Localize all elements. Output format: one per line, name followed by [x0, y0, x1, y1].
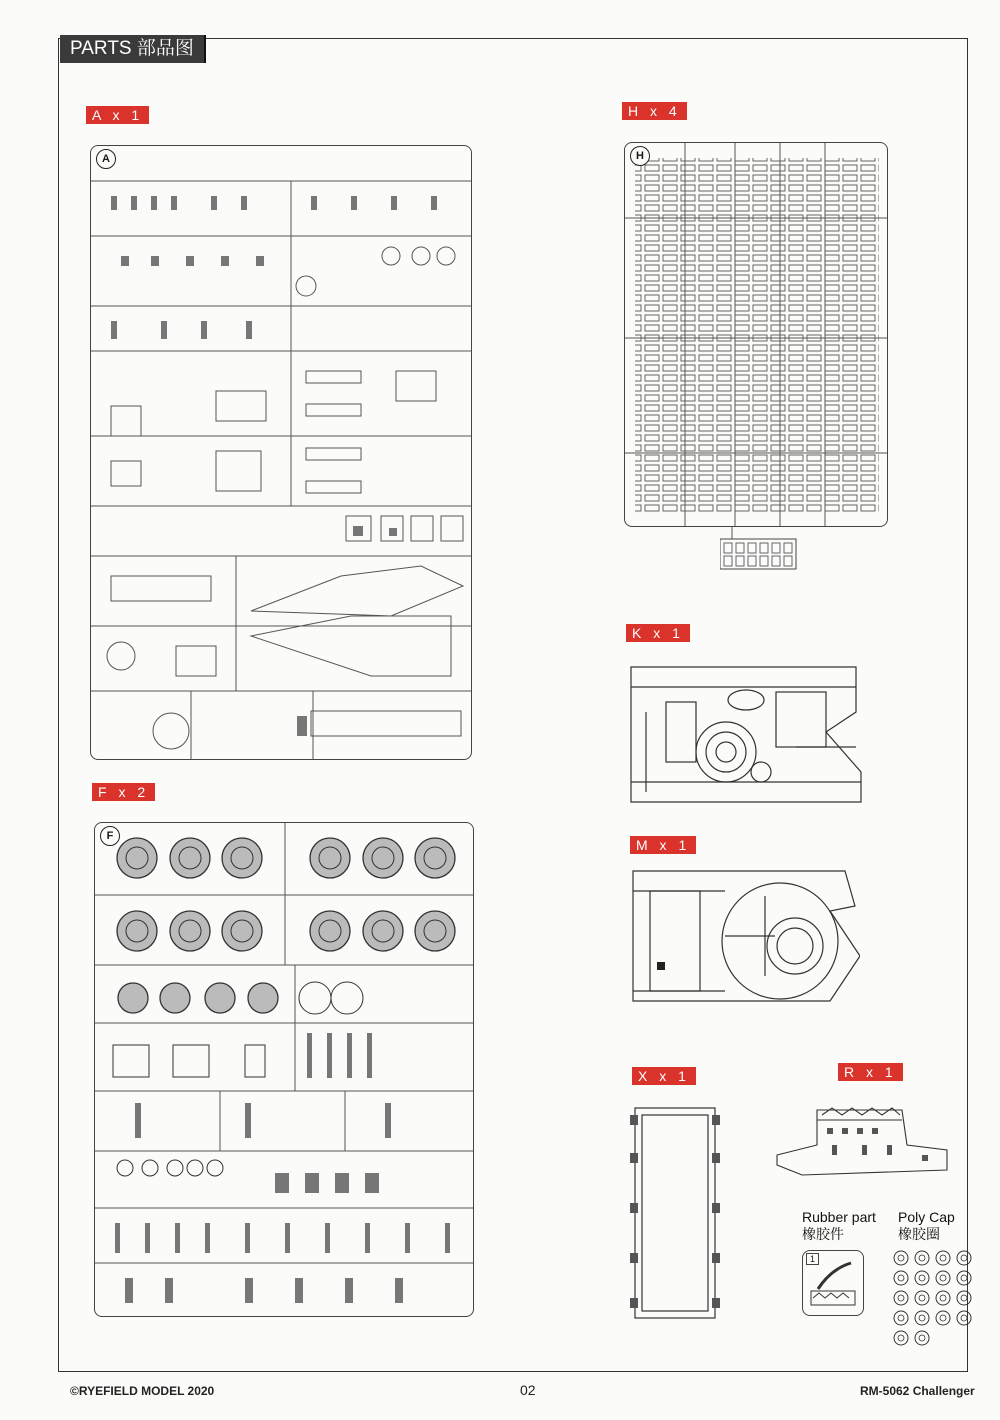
page-title: PARTS 部品图: [60, 35, 206, 63]
sprue-a-letter: A: [96, 149, 116, 169]
sprue-k-label: K x 1: [626, 624, 690, 642]
sprue-f-parts: [95, 823, 474, 1317]
rubber-part-frame: [802, 1250, 864, 1316]
poly-cap-grid: [890, 1248, 975, 1348]
sprue-h-parts: [625, 143, 888, 527]
poly-cap-label-cn: 橡胶圈: [898, 1226, 940, 1242]
sprue-a-label: A x 1: [86, 106, 149, 124]
sprue-h-frame: [624, 142, 888, 527]
part-m-drawing: [630, 866, 860, 1006]
sprue-f-frame: [94, 822, 474, 1317]
sprue-h-tab: [720, 527, 800, 572]
sprue-h-label: H x 4: [622, 102, 687, 120]
sprue-x-label: X x 1: [632, 1067, 696, 1085]
page-number: 02: [520, 1382, 536, 1398]
part-r-drawing: [772, 1100, 952, 1182]
sprue-a-frame: [90, 145, 472, 760]
rubber-part-number: 1: [806, 1253, 819, 1265]
sprue-m-label: M x 1: [630, 836, 696, 854]
rubber-part-label-en: Rubber part: [802, 1209, 876, 1225]
footer-copyright: ©RYEFIELD MODEL 2020: [70, 1384, 215, 1398]
sprue-h-letter: H: [630, 146, 650, 166]
part-k-drawing: [626, 652, 866, 807]
sprue-f-label: F x 2: [92, 783, 155, 801]
footer-product: RM-5062 Challenger: [860, 1384, 975, 1398]
rubber-part-label-cn: 橡胶件: [802, 1226, 844, 1242]
part-x-drawing: [630, 1103, 720, 1323]
sprue-f-letter: F: [100, 826, 120, 846]
sprue-r-label: R x 1: [838, 1063, 903, 1081]
poly-cap-label-en: Poly Cap: [898, 1209, 955, 1225]
sprue-a-parts: [91, 146, 472, 760]
rubber-part-drawing: [803, 1251, 863, 1315]
